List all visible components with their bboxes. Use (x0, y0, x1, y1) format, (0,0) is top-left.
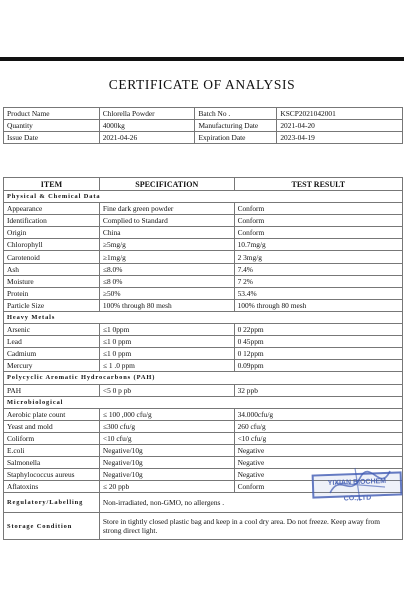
item-cell: Appearance (4, 203, 100, 215)
info-row (4, 120, 403, 132)
result-cell: 7.4% (234, 263, 402, 275)
result-cell: 32 ppb (234, 384, 402, 396)
item-cell: Lead (4, 336, 100, 348)
section-row (4, 372, 403, 384)
item-cell: Identification (4, 215, 100, 227)
section-regulatory: Regulatory/Labelling (4, 493, 100, 513)
section-row (4, 396, 403, 408)
table-row (4, 408, 403, 420)
table-row (4, 203, 403, 215)
spec-cell: ≤8.0% (99, 263, 234, 275)
section-physical: Physical & Chemical Data (4, 191, 403, 203)
table-row (4, 444, 403, 456)
result-header: TEST RESULT (234, 178, 402, 191)
storage-row (4, 513, 403, 540)
manufacturing-date-value: 2021-04-20 (277, 120, 403, 132)
table-row (4, 324, 403, 336)
spec-cell: ≥5mg/g (99, 239, 234, 251)
section-pah: Polycyclic Aromatic Hydrocarbons (PAH) (4, 372, 403, 384)
spec-cell: ≤8 0% (99, 275, 234, 287)
result-cell: 0 45ppm (234, 336, 402, 348)
table-row (4, 336, 403, 348)
batch-no-value: KSCP2021042001 (277, 108, 403, 120)
batch-no-label: Batch No . (195, 108, 277, 120)
result-cell: 53.4% (234, 287, 402, 299)
issue-date-value: 2021-04-26 (99, 132, 195, 144)
table-row (4, 287, 403, 299)
spec-cell: Complied to Standard (99, 215, 234, 227)
table-row (4, 299, 403, 311)
item-cell: Ash (4, 263, 100, 275)
table-row (4, 457, 403, 469)
item-cell: Aerobic plate count (4, 408, 100, 420)
stamp-text: YIXIAN BIOCHEM CO.,LTD (327, 477, 387, 503)
product-name-label: Product Name (4, 108, 100, 120)
info-row (4, 108, 403, 120)
spec-cell: ≤ 1 .0 ppm (99, 360, 234, 372)
header-rule (0, 57, 404, 61)
spec-header-row (4, 178, 403, 191)
company-stamp (312, 471, 403, 503)
specification-header: SPECIFICATION (99, 178, 234, 191)
table-row (4, 239, 403, 251)
result-cell: 10.7mg/g (234, 239, 402, 251)
item-cell: Staphylococcus aureus (4, 469, 100, 481)
section-row (4, 311, 403, 323)
quantity-value: 4000kg (99, 120, 195, 132)
item-cell: Carotenoid (4, 251, 100, 263)
result-cell: 7 2% (234, 275, 402, 287)
item-cell: Aflatoxins (4, 481, 100, 493)
product-name-value: Chlorella Powder (99, 108, 195, 120)
spec-cell: Negative/10g (99, 444, 234, 456)
result-cell: Conform (234, 227, 402, 239)
table-row (4, 432, 403, 444)
result-cell: 34.000cfu/g (234, 408, 402, 420)
spec-cell: <5 0 p pb (99, 384, 234, 396)
spec-cell: Fine dark green powder (99, 203, 234, 215)
result-cell: 2 3mg/g (234, 251, 402, 263)
result-cell: 100% through 80 mesh (234, 299, 402, 311)
expiration-date-value: 2023-04-19 (277, 132, 403, 144)
item-cell: Arsenic (4, 324, 100, 336)
table-row (4, 384, 403, 396)
result-cell: Negative (234, 469, 402, 481)
table-row (4, 348, 403, 360)
item-cell: E.coli (4, 444, 100, 456)
section-storage: Storage Condition (4, 513, 100, 540)
result-cell: Conform (234, 203, 402, 215)
spec-cell: <10 cfu/g (99, 432, 234, 444)
document-title: CERTIFICATE OF ANALYSIS (108, 77, 296, 92)
section-heavy-metals: Heavy Metals (4, 311, 403, 323)
result-cell: <10 cfu/g (234, 432, 402, 444)
spec-cell: ≤1 0ppm (99, 324, 234, 336)
spec-cell: ≥50% (99, 287, 234, 299)
product-info-table (3, 107, 403, 144)
spec-cell: ≤1 0 ppm (99, 336, 234, 348)
manufacturing-date-label: Manufacturing Date (195, 120, 277, 132)
item-cell: Mercury (4, 360, 100, 372)
expiration-date-label: Expiration Date (195, 132, 277, 144)
result-cell: Conform (234, 481, 402, 493)
item-cell: Yeast and mold (4, 420, 100, 432)
spec-cell: ≤ 100 ,000 cfu/g (99, 408, 234, 420)
regulatory-text: Non-irradiated, non-GMO, no allergens . (99, 493, 402, 513)
storage-text: Store in tightly closed plastic bag and keep in a cool dry area. Do not freeze. Keep away from strong direct light. (99, 513, 402, 540)
info-row (4, 132, 403, 144)
table-row (4, 420, 403, 432)
item-cell: Moisture (4, 275, 100, 287)
item-cell: Origin (4, 227, 100, 239)
item-header: ITEM (4, 178, 100, 191)
issue-date-label: Issue Date (4, 132, 100, 144)
spec-cell: China (99, 227, 234, 239)
item-cell: Chlorophyll (4, 239, 100, 251)
spec-cell: ≤300 cfu/g (99, 420, 234, 432)
result-cell: 0 12ppm (234, 348, 402, 360)
result-cell: 260 cfu/g (234, 420, 402, 432)
spec-cell: ≤ 20 ppb (99, 481, 234, 493)
spec-cell: 100% through 80 mesh (99, 299, 234, 311)
spec-cell: Negative/10g (99, 469, 234, 481)
table-row (4, 251, 403, 263)
section-microbiological: Microbiological (4, 396, 403, 408)
table-row (4, 215, 403, 227)
spec-cell: ≥1mg/g (99, 251, 234, 263)
result-cell: Negative (234, 457, 402, 469)
table-row (4, 360, 403, 372)
result-cell: 0.09ppm (234, 360, 402, 372)
table-row (4, 275, 403, 287)
spec-cell: ≤1 0 ppm (99, 348, 234, 360)
item-cell: Cadmium (4, 348, 100, 360)
table-row (4, 263, 403, 275)
section-row (4, 191, 403, 203)
result-cell: Conform (234, 215, 402, 227)
result-cell: Negative (234, 444, 402, 456)
spec-cell: Negative/10g (99, 457, 234, 469)
table-row (4, 227, 403, 239)
item-cell: Particle Size (4, 299, 100, 311)
quantity-label: Quantity (4, 120, 100, 132)
item-cell: Salmonella (4, 457, 100, 469)
item-cell: PAH (4, 384, 100, 396)
item-cell: Protein (4, 287, 100, 299)
result-cell: 0 22ppm (234, 324, 402, 336)
item-cell: Coliform (4, 432, 100, 444)
